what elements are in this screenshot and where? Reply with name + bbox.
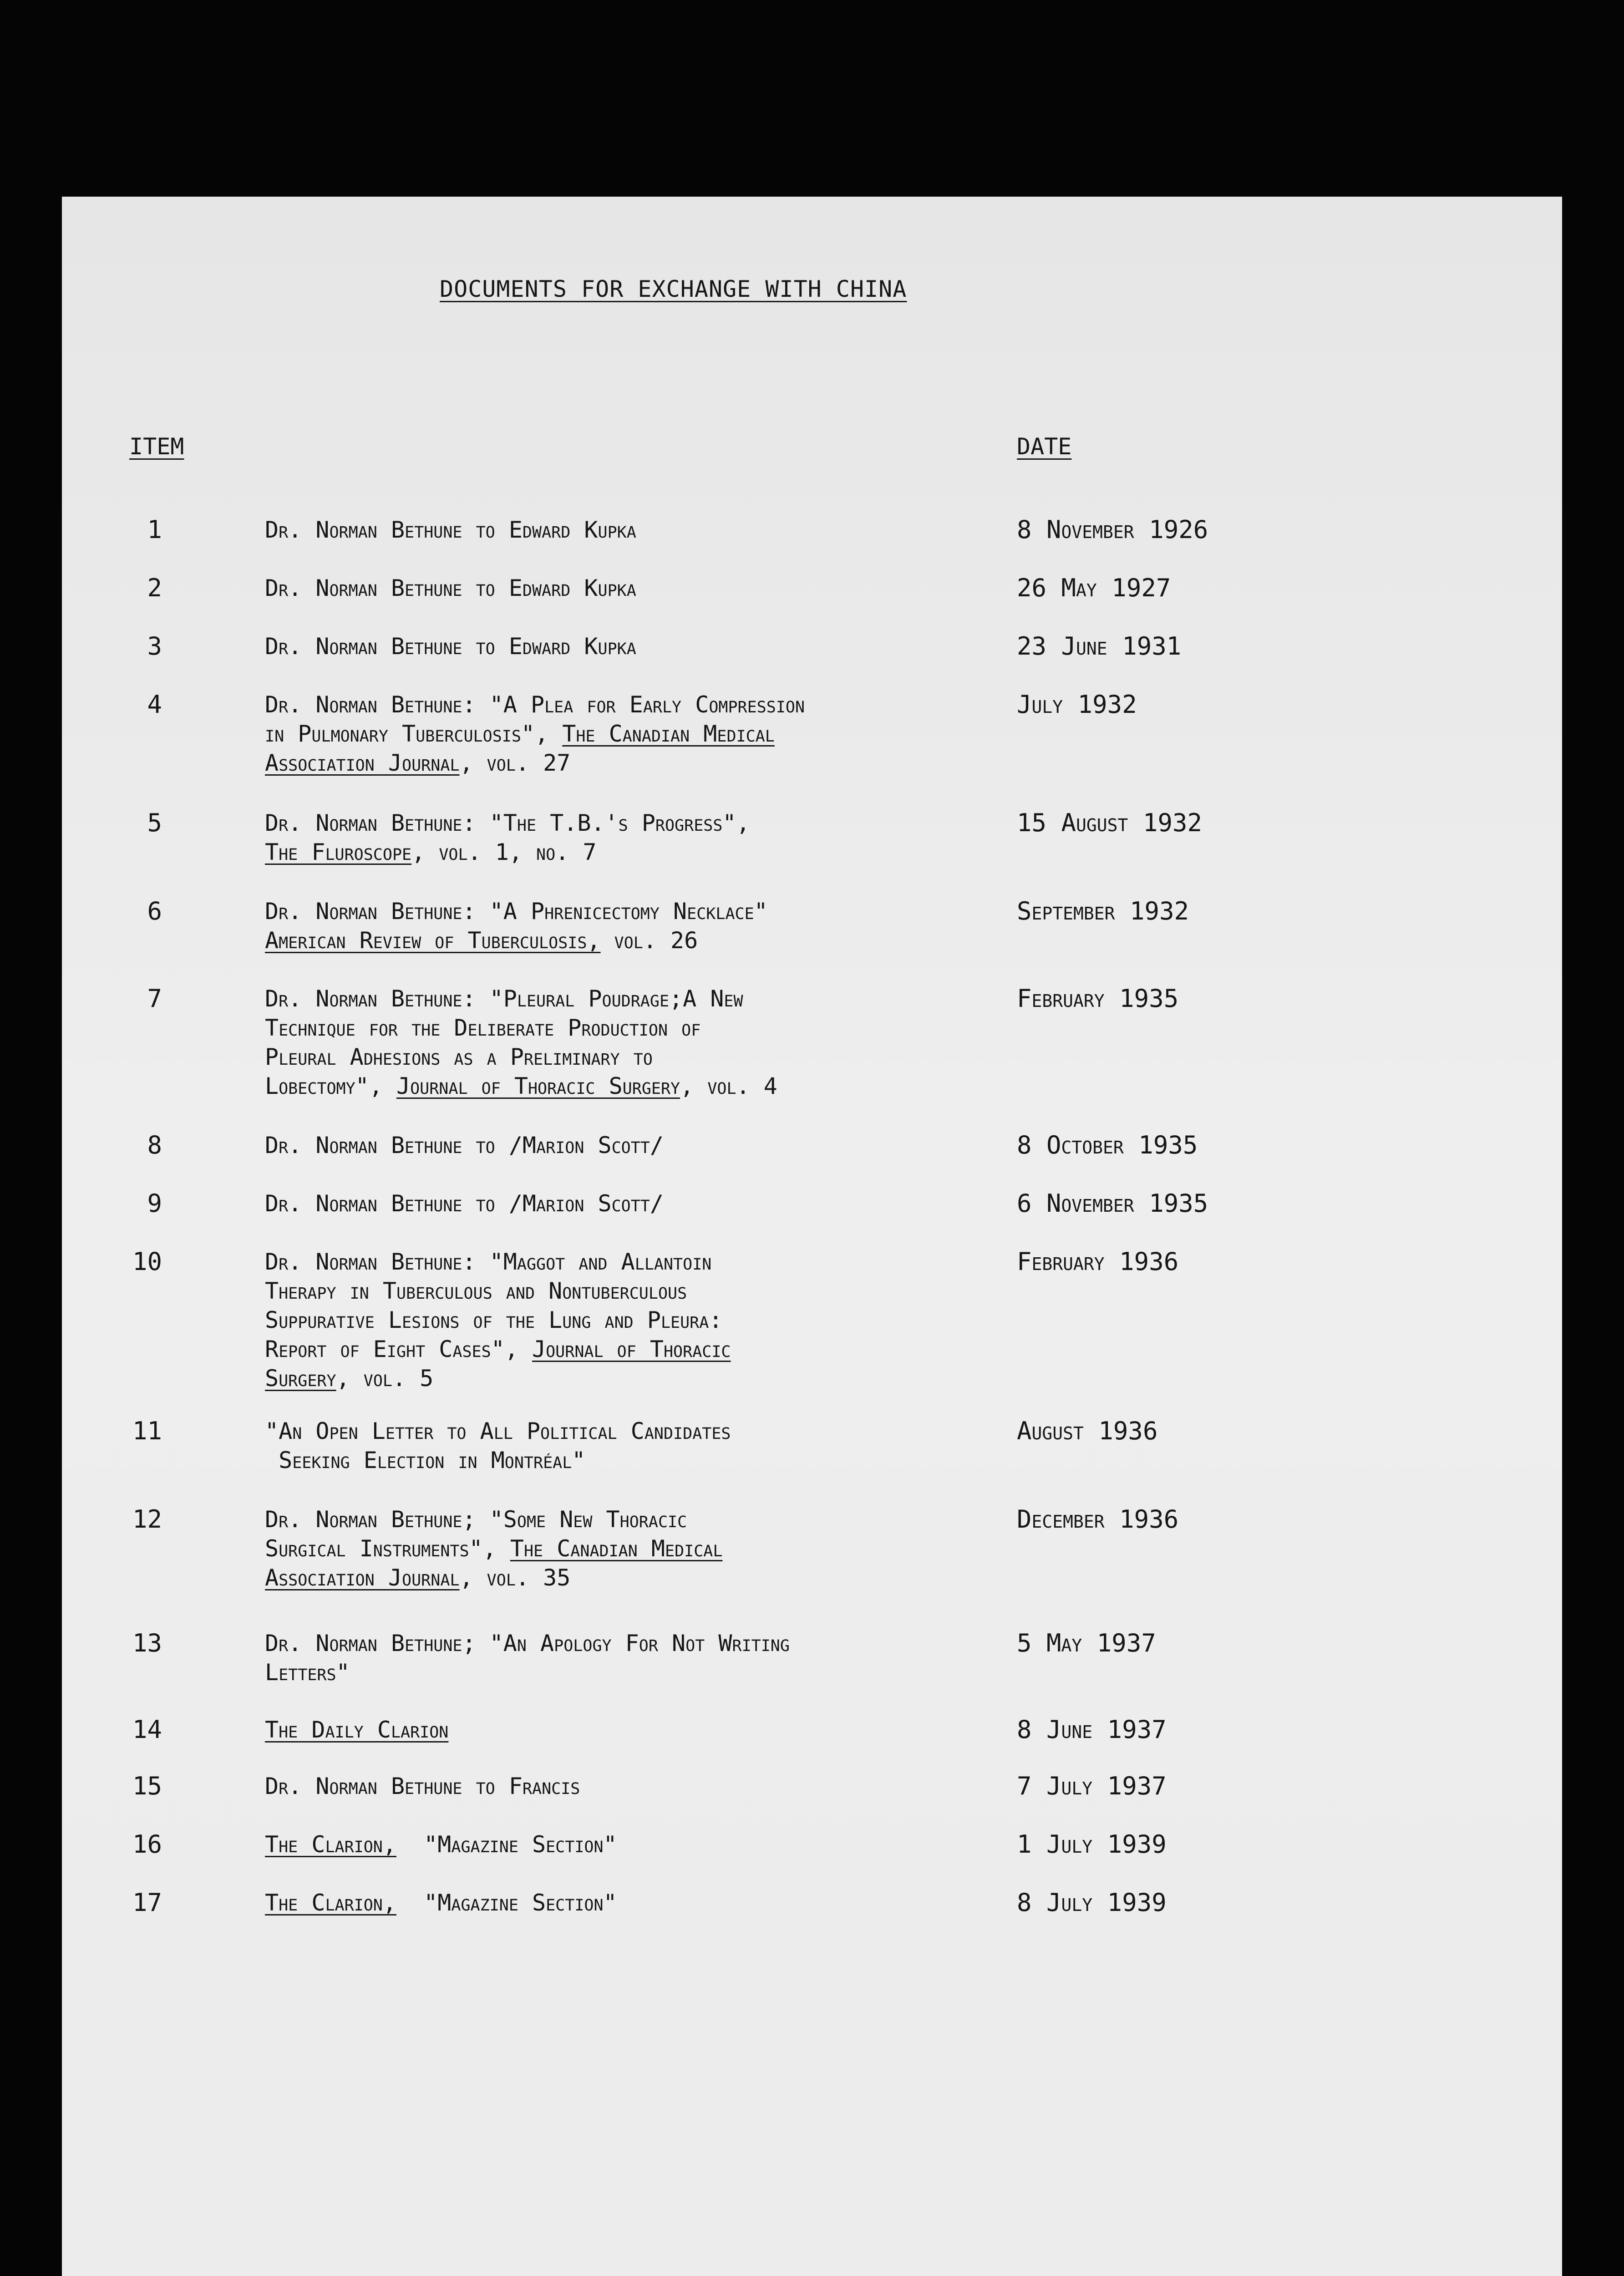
item-date: December 1936 — [1017, 1505, 1179, 1534]
item-description: The Clarion, "Magazine Section" — [265, 1831, 617, 1858]
item-date: August 1936 — [1017, 1417, 1158, 1445]
publication-title: Association Journal — [265, 1565, 460, 1591]
item-number: 6 — [147, 897, 162, 925]
item-date: 8 July 1939 — [1017, 1888, 1167, 1917]
publication-title: Surgery — [265, 1365, 336, 1392]
item-number: 13 — [132, 1629, 162, 1657]
item-date: 1 July 1939 — [1017, 1830, 1167, 1859]
publication-title: Journal of Thoracic — [532, 1336, 731, 1362]
item-description: Dr. Norman Bethune: "Pleural Poudrage;A New Technique for the Deliberate Production of Pleural Adhesions as a Preliminary to Lobectomy", Journal of Thoracic Surgery, vol. 4 — [265, 986, 777, 1099]
document-page — [62, 197, 1562, 2276]
item-date: September 1932 — [1017, 897, 1189, 925]
item-description: Dr. Norman Bethune; "Some New Thoracic Surgical Instruments", The Canadian Medical Association Journal, vol. 35 — [265, 1506, 723, 1591]
item-number: 15 — [132, 1772, 162, 1800]
item-description — [265, 1715, 1002, 1744]
item-number: 12 — [132, 1505, 162, 1534]
item-description: Dr. Norman Bethune: "A Plea for Early Compression in Pulmonary Tuberculosis", The Canadian Medical Association Journal, vol. 27 — [265, 691, 805, 776]
item-description: Dr. Norman Bethune to /Marion Scott/ — [265, 1190, 664, 1217]
publication-title: The Canadian Medical — [510, 1535, 723, 1562]
item-date: 26 May 1927 — [1017, 574, 1171, 602]
publication-title: Journal of Thoracic Surgery — [396, 1073, 680, 1099]
item-date: 6 November 1935 — [1017, 1189, 1208, 1218]
item-number: 5 — [147, 808, 162, 837]
publication-title: The Daily Clarion — [265, 1717, 449, 1743]
item-description: Dr. Norman Bethune: "Maggot and Allantoin Therapy in Tuberculous and Nontuberculous Suppurative Lesions of the Lung and Pleura: Report of Eight Cases", Journal of Thoracic Surgery, vol. 5 — [265, 1249, 731, 1392]
item-date: February 1936 — [1017, 1247, 1179, 1276]
publication-title: The Fluroscope — [265, 839, 412, 865]
item-number: 1 — [147, 515, 162, 544]
publication-title: American Review of Tuberculosis, — [265, 927, 601, 954]
item-description: Dr. Norman Bethune to Francis — [265, 1773, 580, 1799]
item-description: Dr. Norman Bethune: "A Phrenicectomy Necklace" American Review of Tuberculosis, vol. 26 — [265, 898, 768, 954]
item-description: Dr. Norman Bethune to Edward Kupka — [265, 517, 636, 543]
item-number: 8 — [147, 1131, 162, 1159]
item-number: 16 — [132, 1830, 162, 1859]
item-date: July 1932 — [1017, 690, 1137, 719]
item-description: Dr. Norman Bethune to /Marion Scott/ — [265, 1132, 664, 1158]
publication-title: Association Journal — [265, 750, 460, 776]
item-date: 5 May 1937 — [1017, 1629, 1156, 1657]
item-description: Dr. Norman Bethune: "The T.B.'s Progress", The Fluroscope, vol. 1, no. 7 — [265, 810, 750, 865]
item-number: 4 — [147, 690, 162, 719]
item-date: 8 June 1937 — [1017, 1715, 1167, 1744]
item-date: 8 October 1935 — [1017, 1131, 1198, 1159]
item-date: 23 June 1931 — [1017, 632, 1182, 660]
item-date: 8 November 1926 — [1017, 515, 1208, 544]
item-description: The Clarion, "Magazine Section" — [265, 1890, 617, 1916]
item-number: 2 — [147, 574, 162, 602]
publication-title: The Clarion, — [265, 1890, 396, 1916]
item-date: 7 July 1937 — [1017, 1772, 1167, 1800]
item-number: 17 — [132, 1888, 162, 1917]
date-column-header: DATE — [1017, 433, 1072, 460]
publication-title: The Canadian Medical — [562, 721, 775, 747]
item-number: 3 — [147, 632, 162, 660]
item-description: Dr. Norman Bethune; "An Apology For Not Writing Letters" — [265, 1630, 790, 1686]
item-column-header: ITEM — [129, 433, 184, 460]
item-description: Dr. Norman Bethune to Edward Kupka — [265, 633, 636, 660]
item-date: 15 August 1932 — [1017, 808, 1202, 837]
item-number: 9 — [147, 1189, 162, 1218]
item-number: 14 — [132, 1715, 162, 1744]
document-title: DOCUMENTS FOR EXCHANGE WITH CHINA — [440, 276, 907, 302]
item-description: Dr. Norman Bethune to Edward Kupka — [265, 575, 636, 601]
item-date: February 1935 — [1017, 984, 1179, 1013]
item-number: 11 — [132, 1417, 162, 1445]
row-marker-arrow — [0, 1715, 50, 1752]
item-number: 7 — [147, 984, 162, 1013]
item-number: 10 — [132, 1247, 162, 1276]
item-description: "An Open Letter to All Political Candidates Seeking Election in Montréal" — [265, 1418, 731, 1473]
publication-title: The Clarion, — [265, 1831, 396, 1858]
